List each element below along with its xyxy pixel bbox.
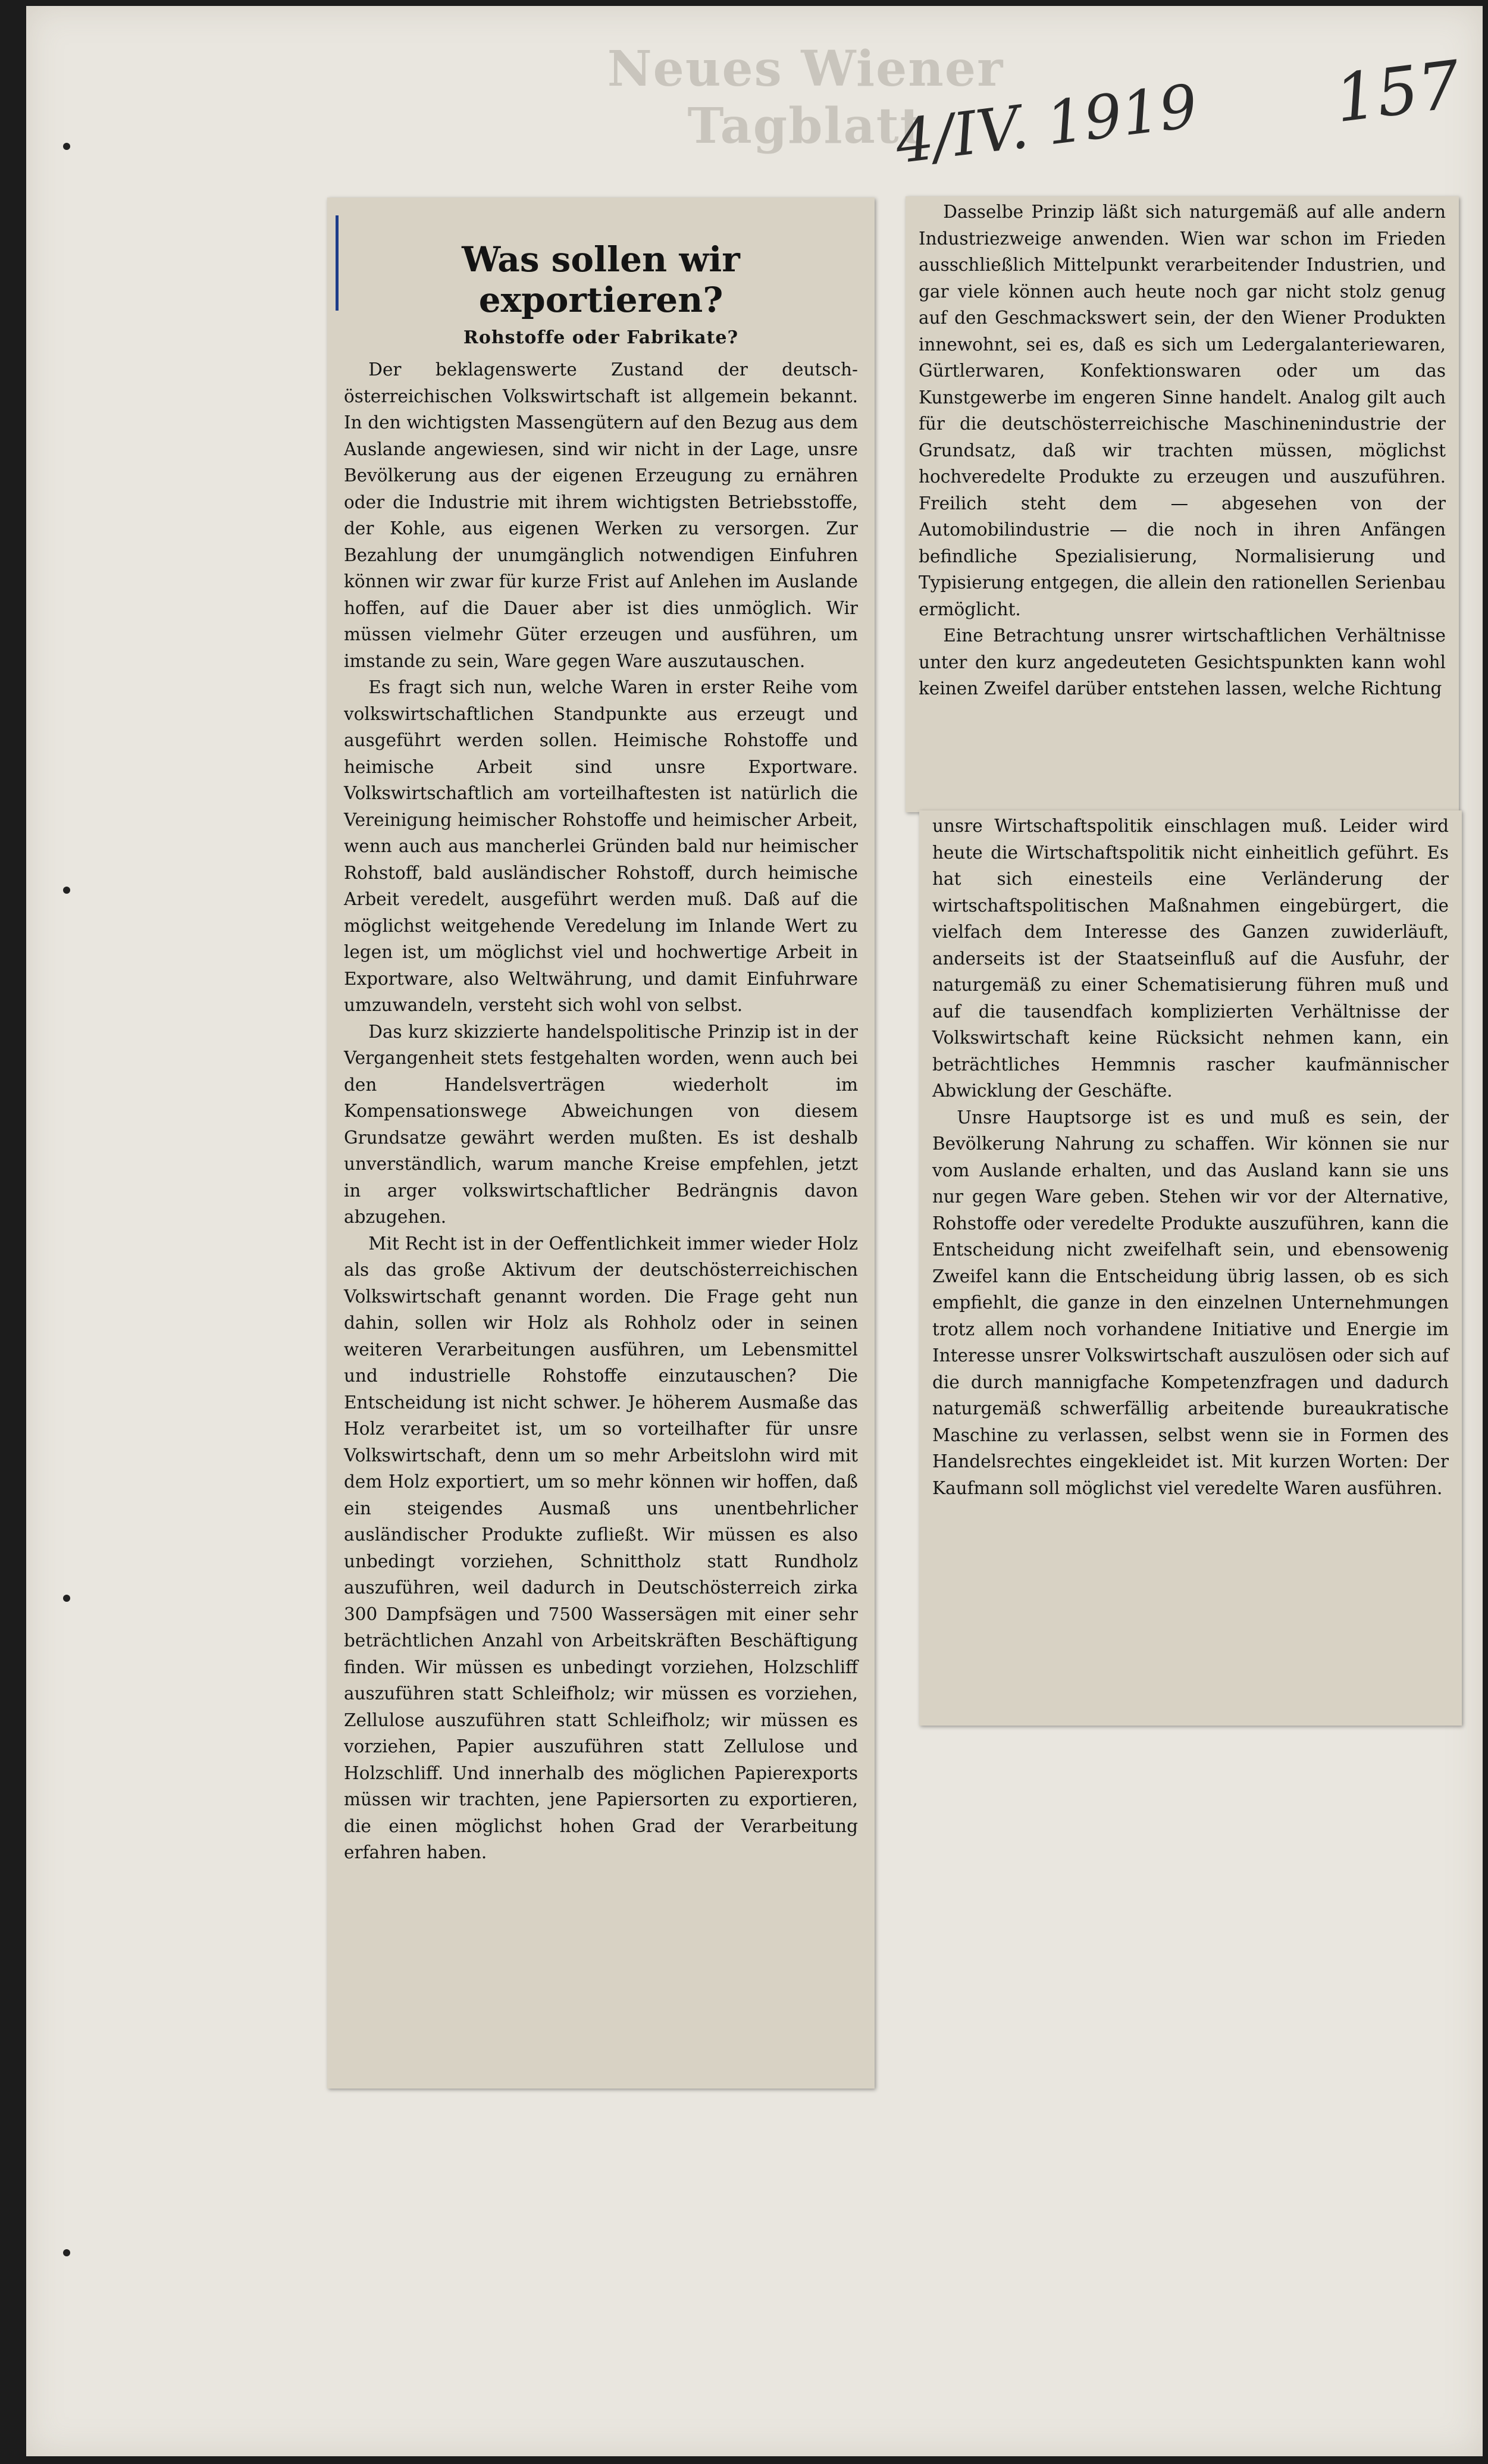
clipping-column-1 (327, 198, 875, 2089)
article-headline: Was sollen wir exportieren? (462, 239, 740, 320)
paragraph: unsre Wirtschaftspolitik einschlagen muß. Leider wird heute die Wirtschaftspolitik nicht einheitlich geführt. Es hat sich einesteils eine Verländerung der wirtschaftspolitischen Maßnahmen eingebürgert, die vielfach dem Interesse des Ganzen zuwiderläuft, anderseits ist der Staatseinfluß auf die Ausfuhr, der naturgemäß zu einer Schematisierung führen muß und auf die tausendfach komplizierten Verhältnisse der Volkswirtschaft keine Rücksicht nehmen kann, ein beträchtliches Hemmnis rascher kaufmännischer Abwicklung der Geschäfte. (932, 816, 1449, 1101)
article-body-col2-top (919, 199, 1446, 702)
paragraph: Mit Recht ist in der Oeffentlichkeit immer wieder Holz als das große Aktivum der deutschösterreichischen Volkswirtschaft genannt worden. Die Frage geht nun dahin, sollen wir Holz als Rohholz oder in seinen weiteren Verarbeitungen ausführen, um Lebensmittel und industrielle Rohstoffe einzutauschen? Die Entscheidung ist nicht schwer. Je höherem Ausmaße das Holz verarbeitet ist, um so vorteilhafter für unsre Volkswirtschaft, denn um so mehr Arbeitslohn wird mit dem Holz exportiert, um so mehr können wir hoffen, daß ein steigendes Ausmaß uns unentbehrlicher ausländischer Produkte zufließt. Wir müssen es also unbedingt vorziehen, Schnittholz statt Rundholz auszuführen, weil dadurch in Deutschösterreich zirka 300 Dampfsägen und 7500 Wassersägen mit einer sehr beträchtlichen Anzahl von Arbeitskräften Beschäftigung finden. Wir müssen es unbedingt vorziehen, Holzschliff auszuführen statt Schleifholz; wir müssen es vorziehen, Zellulose auszuführen statt Schleifholz; wir müssen es vorziehen, Papier auszuführen statt Zellulose und Holzschliff. Und innerhalb des möglichen Papierexports müssen wir trachten, jene Papiersorten zu exportieren, die einen möglichst hohen Grad der Verarbeitung erfahren haben. (344, 1233, 858, 1862)
article-subheadline: Rohstoffe oder Fabrikate? (463, 327, 739, 348)
article-body-col1 (344, 356, 858, 1866)
binder-hole (63, 2249, 70, 2256)
handwritten-date: 4/IV. 1919 (891, 71, 1201, 177)
paragraph: Dasselbe Prinzip läßt sich naturgemäß auf alle andern Industriezweige anwenden. Wien war schon im Frieden ausschließlich Mittelpunkt verarbeitender Industrien, und gar viele können auch heute noch gar nicht stolz genug auf den Geschmackswert sein, der den Wiener Produkten innewohnt, sei es, daß es sich um Ledergalanteriewaren, Gürtlerwaren, Konfektionswaren oder um das Kunstgewerbe im engeren Sinne handelt. Analog gilt auch für die deutschösterreichische Maschinenindustrie der Grundsatz, daß wir trachten müssen, möglichst hochveredelte Produkte zu erzeugen und auszuführen. Freilich steht dem — abgesehen von der Automobilindustrie — die noch in ihren Anfängen befindliche Spezialisierung, Normalisierung und Typisierung entgegen, die allein den rationellen Serienbau ermöglicht. (919, 202, 1446, 619)
handwritten-page-number: 157 (1330, 46, 1464, 137)
clipping-column-2-bottom (919, 810, 1462, 1726)
newspaper-stamp: Neues Wiener Tagblatt (607, 40, 1004, 155)
paragraph: Der beklagenswerte Zustand der deutsch-österreichischen Volkswirtschaft ist allgemein bekannt. In den wichtigsten Massengütern auf den Bezug aus dem Auslande angewiesen, sind wir nicht in der Lage, unsre Bevölkerung aus der eigenen Erzeugung zu ernähren oder die Industrie mit ihrem wichtigsten Betriebsstoffe, der Kohle, aus eigenen Werken zu versorgen. Zur Bezahlung der unumgänglich notwendigen Einfuhren können wir zwar für kurze Frist auf Anlehen im Auslande hoffen, auf die Dauer aber ist dies unmöglich. Wir müssen vielmehr Güter erzeugen und ausführen, um imstande zu sein, Ware gegen Ware auszutauschen. (344, 359, 858, 671)
paragraph: Das kurz skizzierte handelspolitische Prinzip ist in der Vergangenheit stets festgehalten worden, wenn auch bei den Handelsverträgen wiederholt im Kompensationswege Abweichungen von diesem Grundsatze gewährt werden mußten. Es ist deshalb unverständlich, warum manche Kreise empfehlen, jetzt in arger volkswirtschaftlicher Bedrängnis davon abzugehen. (344, 1021, 858, 1227)
paragraph: Es fragt sich nun, welche Waren in erster Reihe vom volkswirtschaftlichen Standpunkte aus erzeugt und ausgeführt werden sollen. Heimische Rohstoffe und heimische Arbeit sind unsre Exportware. Volkswirtschaftlich am vorteilhaftesten ist natürlich die Vereinigung heimischer Rohstoffe und heimischer Arbeit, wenn auch aus mancherlei Gründen bald nur heimischer Rohstoff, bald ausländischer Rohstoff, durch heimische Arbeit veredelt, ausgeführt werden muß. Daß auf die möglichst weitgehende Veredelung im Inlande Wert zu legen ist, um möglichst viel und hochwertige Arbeit in Exportware, also Weltwährung, und damit Einfuhrware umzuwandeln, versteht sich wohl von selbst. (344, 677, 858, 1015)
binder-hole (63, 1595, 70, 1602)
margin-mark (336, 215, 339, 311)
binder-hole (63, 143, 70, 150)
paragraph: Eine Betrachtung unsrer wirtschaftlichen Verhältnisse unter den kurz angedeuteten Gesichtspunkten kann wohl keinen Zweifel darüber entstehen lassen, welche Richtung (919, 625, 1446, 699)
article-body-col2-bottom (932, 813, 1449, 1501)
binder-hole (63, 887, 70, 894)
clipping-column-2-top (906, 196, 1459, 812)
paragraph: Unsre Hauptsorge ist es und muß es sein, der Bevölkerung Nahrung zu schaffen. Wir können sie nur vom Auslande erhalten, und das Ausland kann sie uns nur gegen Ware geben. Stehen wir vor der Alternative, Rohstoffe oder veredelte Produkte auszuführen, kann die Entscheidung nicht zweifelhaft sein, und ebensowenig Zweifel kann die Entscheidung übrig lassen, ob es sich empfiehlt, die ganze in den einzelnen Unternehmungen trotz allem noch vorhandene Initiative und Energie im Interesse unsrer Volkswirtschaft auszulösen oder sich auf die durch mannigfache Kompetenzfragen und dadurch naturgemäß schwerfällig arbeitende bureaukratische Maschine zu verlassen, selbst wenn sie in Formen des Handelsrechtes eingekleidet ist. Mit kurzen Worten: Der Kaufmann soll möglichst viel veredelte Waren ausführen. (932, 1107, 1449, 1498)
